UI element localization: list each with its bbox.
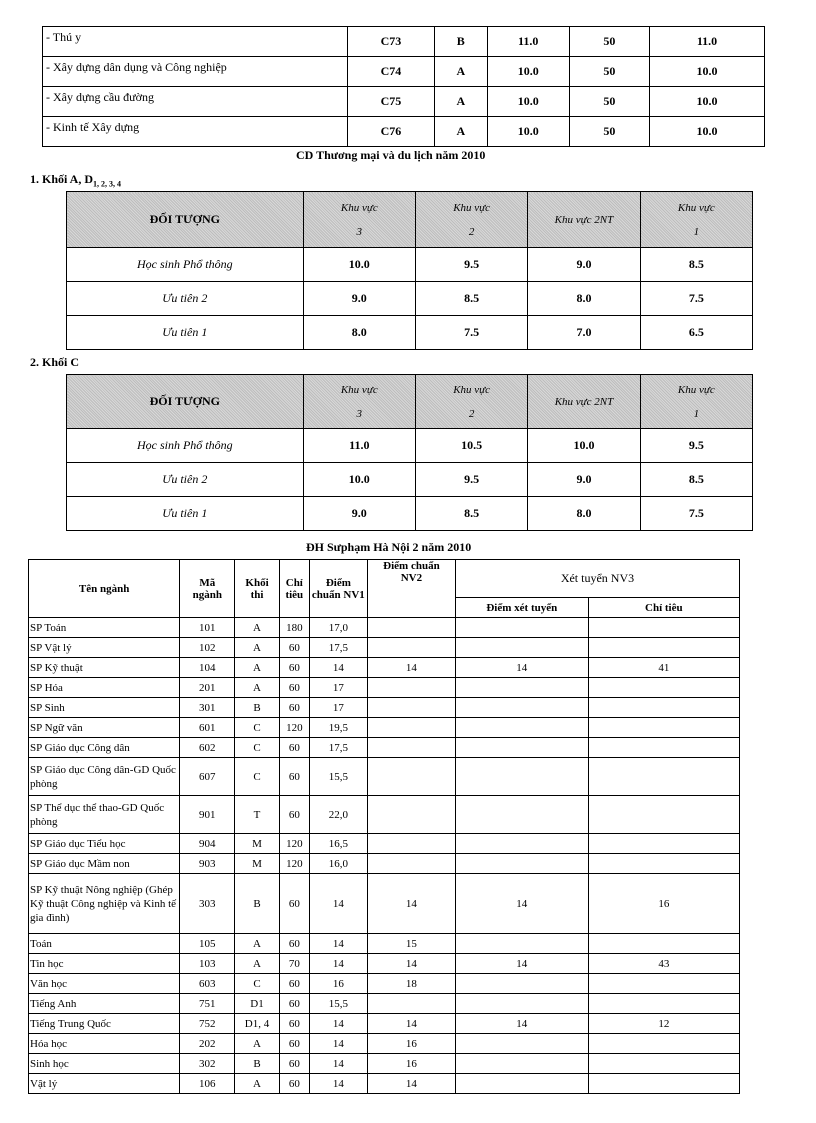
cell-block: D1 (235, 994, 280, 1014)
cell-quota: 50 (569, 117, 649, 147)
cell-block: B (235, 1054, 280, 1074)
header-kv1: Khu vực 1 (640, 375, 752, 429)
cell-nv1: 14 (309, 658, 367, 678)
cell-name: SP Vật lý (29, 638, 180, 658)
cell-nv3s (455, 1054, 588, 1074)
cell-name: SP Giáo dục Tiểu học (29, 834, 180, 854)
cell-nv1: 15,5 (309, 758, 367, 796)
cell-nv3q: 41 (588, 658, 739, 678)
cell-block: A (235, 1034, 280, 1054)
cell-nv1: 14 (309, 1034, 367, 1054)
cell-nv3s (455, 796, 588, 834)
cell-score2: 10.0 (650, 117, 765, 147)
table-row (29, 874, 740, 934)
cell-nv3s (455, 994, 588, 1014)
cell-nv2 (367, 618, 455, 638)
row-name: - Thú y (43, 27, 348, 57)
block-c-table (66, 374, 753, 531)
cell-name: Sinh học (29, 1054, 180, 1074)
score-cell: 7.5 (640, 497, 752, 531)
cell-code: 752 (180, 1014, 235, 1034)
cell-nv1: 14 (309, 1014, 367, 1034)
cell-quota: 60 (279, 994, 309, 1014)
cell-nv3s (455, 934, 588, 954)
cell-code: 303 (180, 874, 235, 934)
cell-code: 901 (180, 796, 235, 834)
cell-nv1: 17,5 (309, 638, 367, 658)
cell-block: A (235, 658, 280, 678)
cell-block: A (235, 638, 280, 658)
cell-nv2 (367, 796, 455, 834)
cell-nv3s (455, 758, 588, 796)
cell-quota: 60 (279, 1074, 309, 1094)
cell-nv3s (455, 974, 588, 994)
cell-nv3s: 14 (455, 954, 588, 974)
cell-nv1: 14 (309, 934, 367, 954)
table-row (29, 1074, 740, 1094)
header-kv2: Khu vực 2 (415, 375, 527, 429)
cell-nv1: 14 (309, 874, 367, 934)
cell-nv3q (588, 834, 739, 854)
cell-nv3q (588, 638, 739, 658)
cell-quota: 60 (279, 678, 309, 698)
cell-code: 602 (180, 738, 235, 758)
cell-nv2 (367, 994, 455, 1014)
header-kv3: Khu vực 3 (303, 192, 415, 248)
cell-quota: 60 (279, 638, 309, 658)
cell-quota: 60 (279, 874, 309, 934)
table-row (67, 248, 753, 282)
score-cell: 9.0 (528, 248, 640, 282)
cell-code: 202 (180, 1034, 235, 1054)
cell-name: SP Kỹ thuật (29, 658, 180, 678)
cell-nv2: 15 (367, 934, 455, 954)
cell-nv2 (367, 738, 455, 758)
cell-nv3s (455, 698, 588, 718)
cell-block: C (235, 718, 280, 738)
cell-nv3s (455, 638, 588, 658)
cell-code: 601 (180, 718, 235, 738)
table-row (29, 618, 740, 638)
cell-nv2 (367, 718, 455, 738)
col-nv3: Xét tuyển NV3 (455, 560, 739, 598)
table-row (43, 117, 765, 147)
cell-block: M (235, 834, 280, 854)
table-row (29, 658, 740, 678)
score-cell: 9.5 (415, 463, 527, 497)
cell-nv2: 18 (367, 974, 455, 994)
cell-quota: 60 (279, 1034, 309, 1054)
row-name: - Xây dựng dân dụng và Công nghiệp (43, 57, 348, 87)
header-kv2: Khu vực 2 (415, 192, 527, 248)
cell-nv2: 14 (367, 954, 455, 974)
cell-nv1: 14 (309, 1054, 367, 1074)
table-row (67, 282, 753, 316)
cell-block: A (235, 678, 280, 698)
cell-quota: 60 (279, 738, 309, 758)
header-object: ĐỐI TƯỢNG (67, 375, 304, 429)
cell-code: 301 (180, 698, 235, 718)
table-row (29, 698, 740, 718)
cell-nv3s: 14 (455, 1014, 588, 1034)
cell-nv3q (588, 678, 739, 698)
cell-block: A (235, 954, 280, 974)
table-row (29, 974, 740, 994)
cell-score2: 10.0 (650, 87, 765, 117)
table-row (43, 87, 765, 117)
cell-nv3q (588, 1054, 739, 1074)
table-row (29, 1014, 740, 1034)
cell-quota: 70 (279, 954, 309, 974)
table-row (29, 1034, 740, 1054)
cell-name: Toán (29, 934, 180, 954)
score-cell: 8.5 (640, 248, 752, 282)
score-cell: 8.0 (528, 497, 640, 531)
block-ad-heading-sub: 1, 2, 3, 4 (93, 179, 122, 189)
cell-block: D1, 4 (235, 1014, 280, 1034)
cell-nv3q (588, 718, 739, 738)
score-cell: 7.0 (528, 316, 640, 350)
block-ad-heading (30, 172, 121, 188)
score-cell: 9.0 (528, 463, 640, 497)
score-cell: 7.5 (640, 282, 752, 316)
cell-score2: 11.0 (650, 27, 765, 57)
cell-score: 10.0 (487, 87, 569, 117)
table-row (29, 994, 740, 1014)
cell-nv2 (367, 758, 455, 796)
cell-nv1: 15,5 (309, 994, 367, 1014)
cell-score: 10.0 (487, 117, 569, 147)
score-cell: 8.5 (415, 497, 527, 531)
cell-quota: 60 (279, 1054, 309, 1074)
cell-code: C75 (347, 87, 434, 117)
cell-code: 105 (180, 934, 235, 954)
cell-nv3q (588, 974, 739, 994)
cell-nv3s (455, 854, 588, 874)
header-kv1: Khu vực 1 (640, 192, 752, 248)
row-label: Ưu tiên 1 (67, 316, 304, 350)
cell-nv3s: 14 (455, 658, 588, 678)
cell-quota: 60 (279, 974, 309, 994)
cell-nv2: 14 (367, 1014, 455, 1034)
cell-code: 603 (180, 974, 235, 994)
cell-name: Vật lý (29, 1074, 180, 1094)
cell-name: SP Kỹ thuật Nông nghiệp (Ghép Kỹ thuật Công nghiệp và Kinh tế gia đình) (29, 874, 180, 934)
score-cell: 10.0 (528, 429, 640, 463)
cell-name: SP Toán (29, 618, 180, 638)
table-row (29, 834, 740, 854)
table-row (29, 854, 740, 874)
table-row (29, 934, 740, 954)
header-object: ĐỐI TƯỢNG (67, 192, 304, 248)
cell-quota: 60 (279, 1014, 309, 1034)
table-row (29, 718, 740, 738)
table-row (29, 758, 740, 796)
score-cell: 8.0 (303, 316, 415, 350)
cell-name: Văn học (29, 974, 180, 994)
cell-nv1: 22,0 (309, 796, 367, 834)
block-ad-table (66, 191, 753, 350)
cell-block: A (435, 57, 487, 87)
cell-nv3q (588, 994, 739, 1014)
top-partial-table (42, 26, 765, 147)
cell-name: SP Giáo dục Công dân-GD Quốc phòng (29, 758, 180, 796)
cell-nv3s (455, 834, 588, 854)
cell-code: 903 (180, 854, 235, 874)
cell-name: Tiếng Anh (29, 994, 180, 1014)
cell-nv3s (455, 718, 588, 738)
cell-nv2: 16 (367, 1054, 455, 1074)
col-nv1: Điểm chuẩn NV1 (309, 560, 367, 618)
cell-quota: 120 (279, 834, 309, 854)
cell-block: C (235, 974, 280, 994)
cell-code: 302 (180, 1054, 235, 1074)
score-cell: 10.0 (303, 248, 415, 282)
cell-nv2 (367, 678, 455, 698)
cell-nv2: 14 (367, 1074, 455, 1094)
cell-quota: 60 (279, 796, 309, 834)
cell-code: C76 (347, 117, 434, 147)
row-name: - Kinh tế Xây dựng (43, 117, 348, 147)
cell-code: 106 (180, 1074, 235, 1094)
col-block: Khối thi (235, 560, 280, 618)
cell-nv3q: 16 (588, 874, 739, 934)
section-cd-title: CD Thương mại và du lịch năm 2010 (296, 148, 486, 162)
score-cell: 10.5 (415, 429, 527, 463)
cell-nv1: 14 (309, 1074, 367, 1094)
col-code: Mã ngành (180, 560, 235, 618)
cell-block: B (435, 27, 487, 57)
cell-nv3q (588, 698, 739, 718)
cell-name: SP Sinh (29, 698, 180, 718)
cell-nv1: 17,0 (309, 618, 367, 638)
header-kv2nt: Khu vực 2NT (528, 375, 640, 429)
cell-code: 104 (180, 658, 235, 678)
cell-quota: 50 (569, 27, 649, 57)
table-row (43, 27, 765, 57)
cell-code: 103 (180, 954, 235, 974)
col-nv3-quota: Chỉ tiêu (588, 598, 739, 618)
cell-quota: 60 (279, 758, 309, 796)
cell-nv3q (588, 618, 739, 638)
score-cell: 8.5 (415, 282, 527, 316)
score-cell: 9.0 (303, 497, 415, 531)
cell-score2: 10.0 (650, 57, 765, 87)
cell-nv2: 14 (367, 658, 455, 678)
cell-block: M (235, 854, 280, 874)
cell-nv2: 16 (367, 1034, 455, 1054)
cell-nv2 (367, 834, 455, 854)
table-row (67, 316, 753, 350)
cell-nv3q (588, 758, 739, 796)
cell-quota: 50 (569, 87, 649, 117)
cell-quota: 60 (279, 934, 309, 954)
block-c-heading: 2. Khối C (30, 355, 80, 369)
cell-nv3q: 43 (588, 954, 739, 974)
cell-code: 201 (180, 678, 235, 698)
cell-quota: 180 (279, 618, 309, 638)
cell-block: C (235, 758, 280, 796)
cell-nv3q (588, 738, 739, 758)
score-cell: 10.0 (303, 463, 415, 497)
score-cell: 8.0 (528, 282, 640, 316)
header-kv2nt: Khu vực 2NT (528, 192, 640, 248)
cell-quota: 60 (279, 658, 309, 678)
score-cell: 9.5 (415, 248, 527, 282)
cell-quota: 60 (279, 698, 309, 718)
table-row (29, 954, 740, 974)
row-label: Ưu tiên 2 (67, 282, 304, 316)
cell-block: B (235, 698, 280, 718)
cell-code: C73 (347, 27, 434, 57)
cell-nv1: 17,5 (309, 738, 367, 758)
cell-nv3s (455, 678, 588, 698)
cell-nv1: 16,5 (309, 834, 367, 854)
cell-nv3q: 12 (588, 1014, 739, 1034)
cell-block: C (235, 738, 280, 758)
cell-nv1: 17 (309, 698, 367, 718)
table-row (29, 678, 740, 698)
cell-name: SP Giáo dục Mầm non (29, 854, 180, 874)
table-row (29, 738, 740, 758)
cell-nv3s (455, 1074, 588, 1094)
cell-nv1: 16,0 (309, 854, 367, 874)
cell-nv3q (588, 1074, 739, 1094)
cell-block: A (435, 87, 487, 117)
cell-nv3s (455, 1034, 588, 1054)
cell-nv3q (588, 1034, 739, 1054)
header-kv3: Khu vực 3 (303, 375, 415, 429)
score-cell: 11.0 (303, 429, 415, 463)
cell-name: Tiếng Trung Quốc (29, 1014, 180, 1034)
cell-block: A (435, 117, 487, 147)
col-name: Tên ngành (29, 560, 180, 618)
table-row (67, 497, 753, 531)
cell-nv2 (367, 854, 455, 874)
row-label: Học sinh Phổ thông (67, 248, 304, 282)
cell-name: Hóa học (29, 1034, 180, 1054)
cell-score: 11.0 (487, 27, 569, 57)
cell-code: C74 (347, 57, 434, 87)
cell-quota: 120 (279, 854, 309, 874)
score-cell: 8.5 (640, 463, 752, 497)
col-nv3-score: Điểm xét tuyển (455, 598, 588, 618)
cell-name: SP Hóa (29, 678, 180, 698)
cell-score: 10.0 (487, 57, 569, 87)
cell-nv1: 16 (309, 974, 367, 994)
cell-code: 101 (180, 618, 235, 638)
score-cell: 7.5 (415, 316, 527, 350)
table-row (29, 796, 740, 834)
cell-nv3s: 14 (455, 874, 588, 934)
cell-nv2: 14 (367, 874, 455, 934)
cell-nv3s (455, 738, 588, 758)
cell-nv1: 17 (309, 678, 367, 698)
cell-name: Tin học (29, 954, 180, 974)
cell-code: 751 (180, 994, 235, 1014)
row-label: Học sinh Phổ thông (67, 429, 304, 463)
cell-name: SP Thể dục thể thao-GD Quốc phòng (29, 796, 180, 834)
cell-code: 904 (180, 834, 235, 854)
cell-name: SP Ngữ văn (29, 718, 180, 738)
dhsp-table (28, 559, 740, 1094)
cell-nv3q (588, 854, 739, 874)
cell-block: A (235, 1074, 280, 1094)
cell-block: T (235, 796, 280, 834)
cell-quota: 50 (569, 57, 649, 87)
cell-nv2 (367, 638, 455, 658)
table-row (67, 463, 753, 497)
cell-nv3q (588, 796, 739, 834)
cell-code: 102 (180, 638, 235, 658)
table-row (67, 429, 753, 463)
table-row (43, 57, 765, 87)
col-quota: Chỉ tiêu (279, 560, 309, 618)
score-cell: 6.5 (640, 316, 752, 350)
score-cell: 9.0 (303, 282, 415, 316)
cell-block: A (235, 934, 280, 954)
cell-code: 607 (180, 758, 235, 796)
cell-block: A (235, 618, 280, 638)
cell-nv3q (588, 934, 739, 954)
cell-quota: 120 (279, 718, 309, 738)
col-nv2: Điểm chuẩn NV2 (367, 560, 455, 618)
cell-nv3s (455, 618, 588, 638)
score-cell: 9.5 (640, 429, 752, 463)
cell-nv2 (367, 698, 455, 718)
table-row (29, 638, 740, 658)
block-ad-heading-text: 1. Khối A, D (30, 172, 94, 186)
table-row (29, 1054, 740, 1074)
row-name: - Xây dựng cầu đường (43, 87, 348, 117)
section-dhsp-title: ĐH Sưphạm Hà Nội 2 năm 2010 (306, 540, 472, 554)
cell-nv1: 14 (309, 954, 367, 974)
row-label: Ưu tiên 1 (67, 497, 304, 531)
cell-nv1: 19,5 (309, 718, 367, 738)
cell-block: B (235, 874, 280, 934)
row-label: Ưu tiên 2 (67, 463, 304, 497)
cell-name: SP Giáo dục Công dân (29, 738, 180, 758)
